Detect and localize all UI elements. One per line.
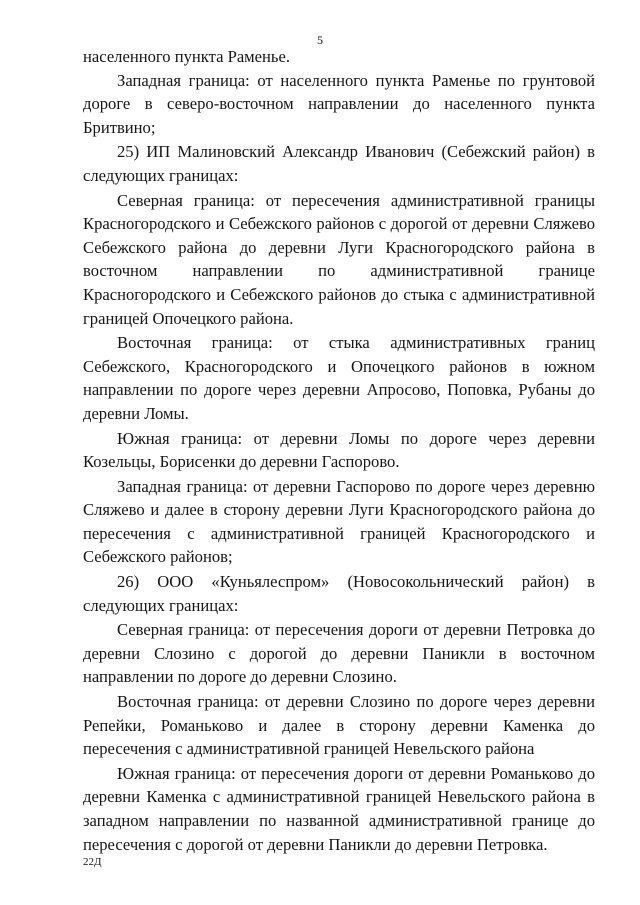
paragraph-south-border-25: Южная граница: от деревни Ломы по дороге через деревни Козельцы, Борисенки до деревни Гаспорово.: [83, 428, 595, 472]
paragraph-item-25: 25) ИП Малиновский Александр Иванович (Себежский район) в следующих границах:: [83, 142, 595, 185]
paragraph-continuation: населенного пункта Раменье.: [83, 47, 291, 66]
paragraph-item-26: 26) ООО «Куньялеспром» (Новосокольнический район) в следующих границах:: [83, 572, 595, 615]
document-body: [83, 45, 595, 856]
footer-code: 22Д: [83, 856, 102, 868]
paragraph-east-border-26: Восточная граница: от деревни Слозино по дороге через деревни Репейки, Романьково и далее в сторону деревни Каменка до пересечения с административной границей Невельского района: [83, 692, 595, 759]
paragraph-north-border-26: Северная граница: от пересечения дороги от деревни Петровка до деревни Слозино с дорогой до деревни Паникли в восточном направлении по дороге до деревни Слозино.: [83, 620, 595, 687]
paragraph-south-border-26: Южная граница: от пересечения дороги от деревни Романьково до деревни Каменка с административной границей Невельского района в западном направлении по названной административной границе до пересечения с дорогой от деревни Паникли до деревни Петровка.: [83, 763, 595, 854]
paragraph-west-border-25: Западная граница: от деревни Гаспорово по дороге через деревню Сляжево и далее в сторону деревни Луги Красногородского района до пересечения с административной границей Красногородского и Себежского районов;: [83, 476, 595, 567]
page-number: 5: [317, 33, 323, 47]
paragraph-west-border-ramenye: Западная граница: от населенного пункта Раменье по грунтовой дороге в северо-восточном направлении до населенного пункта Бритвино;: [83, 70, 595, 137]
paragraph-north-border-25: Северная граница: от пересечения административной границы Красногородского и Себежского районов с дорогой от деревни Сляжево Себежского района до деревни Луги Красногородского района в восточном направлении по административной границе Красногородского и Себежского районов до стыка с административной границей Опочецкого района.: [83, 190, 595, 328]
paragraph-east-border-25: Восточная граница: от стыка административных границ Себежского, Красногородского и Опочецкого районов в южном направлении по дороге через деревни Апросово, Поповка, Рубаны до деревни Ломы.: [83, 333, 595, 423]
